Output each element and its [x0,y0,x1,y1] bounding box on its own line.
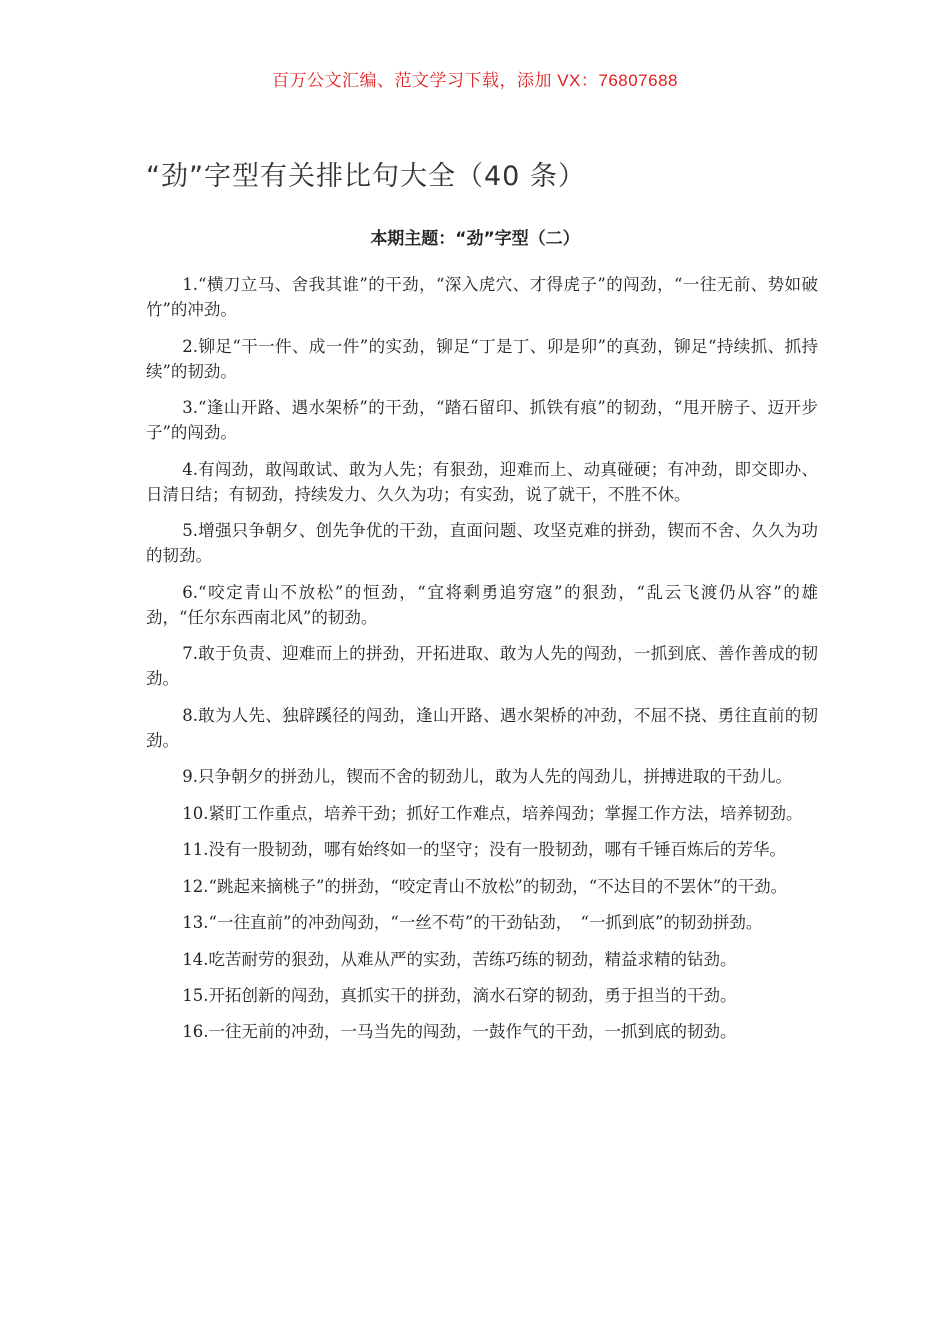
list-item: 13.“一往直前”的冲劲闯劲，“一丝不苟”的干劲钻劲， “一抓到底”的韧劲拼劲。 [182,913,763,932]
list-item: 2.铆足“干一件、成一件”的实劲，铆足“丁是丁、卯是卯”的真劲，铆足“持续抓、抓持续”的韧劲。 [146,336,818,381]
list-item: 7.敢于负责、迎难而上的拼劲，开拓进取、敢为人先的闯劲，一抓到底、善作善成的韧劲。 [146,644,818,688]
list-item: 8.敢为人先、独辟蹊径的闯劲，逢山开路、遇水架桥的冲劲，不屈不挠、勇往直前的韧劲。 [146,705,818,750]
list-item: 1.“横刀立马、舍我其谁”的干劲，“深入虎穴、才得虎子”的闯劲，“一往无前、势如破竹”的冲劲。 [146,275,818,319]
list-item: 16.一往无前的冲劲，一马当先的闯劲，一鼓作气的干劲，一抓到底的韧劲。 [182,1021,737,1041]
list-item: 3.“逢山开路、遇水架桥”的干劲，“踏石留印、抓铁有痕”的韧劲，“甩开膀子、迈开步子”的闯劲。 [146,398,818,442]
sentence-list [146,272,818,1055]
list-item: 15.开拓创新的闯劲，真抓实干的拼劲，滴水石穿的韧劲，勇于担当的干劲。 [182,985,737,1005]
list-item: 14.吃苦耐劳的狠劲，从难从严的实劲，苦练巧练的韧劲，精益求精的钻劲。 [182,949,737,969]
section-subtitle: 本期主题：“劲”字型（二） [370,229,580,249]
page-title: “劲”字型有关排比句大全（40 条） [146,161,586,192]
list-item: 12.“跳起来摘桃子”的拼劲，“咬定青山不放松”的韧劲，“不达目的不罢休”的干劲。 [182,876,788,896]
list-item: 11.没有一股韧劲，哪有始终如一的坚守；没有一股韧劲，哪有千锤百炼后的芳华。 [182,840,787,859]
list-item: 10.紧盯工作重点，培养干劲；抓好工作难点，培养闯劲；掌握工作方法，培养韧劲。 [182,803,803,823]
list-item: 4.有闯劲，敢闯敢试、敢为人先；有狠劲，迎难而上、动真碰硬；有冲劲，即交即办、日清日结；有韧劲，持续发力、久久为功；有实劲，说了就干，不胜不休。 [146,459,818,504]
list-item: 9.只争朝夕的拼劲儿，锲而不舍的韧劲儿，敢为人先的闯劲儿，拼搏进取的干劲儿。 [182,767,793,786]
list-item: 6.“咬定青山不放松”的恒劲，“宜将剩勇追穷寇”的狠劲，“乱云飞渡仍从容”的雄劲，“任尔东西南北风”的韧劲。 [146,582,818,627]
watermark-banner: 百万公文汇编、范文学习下载，添加 VX：76807688 [271,71,679,90]
list-item: 5.增强只争朝夕、创先争优的干劲，直面问题、攻坚克难的拼劲，锲而不舍、久久为功的韧劲。 [146,521,818,565]
